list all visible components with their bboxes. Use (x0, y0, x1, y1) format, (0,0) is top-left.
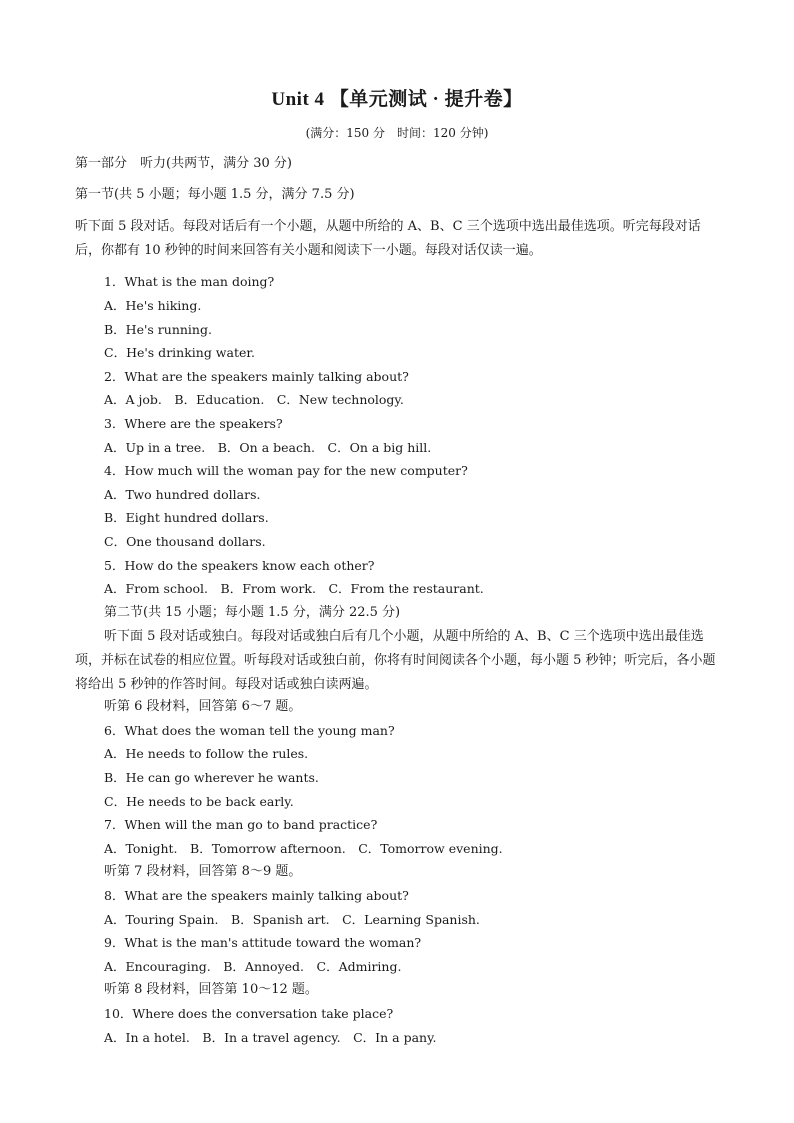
option-line: B．He's running. (104, 322, 212, 337)
material-heading: 听第 8 段材料，回答第 10～12 题。 (104, 982, 318, 997)
option-line: B．Eight hundred dollars. (104, 510, 269, 525)
part1-heading: 第一部分 听力(共两节，满分 30 分) (75, 156, 292, 171)
option-line: A．Up in a tree. B．On a beach. C．On a big hill. (104, 440, 432, 455)
question-line: 6．What does the woman tell the young man? (104, 723, 395, 738)
option-line: A．In a hotel. B．In a travel agency. C．In a pany. (104, 1030, 437, 1045)
option-line: A．Touring Spain. B．Spanish art. C．Learning Spanish. (104, 912, 480, 927)
material-heading: 听第 7 段材料，回答第 8～9 题。 (104, 864, 302, 879)
question-line: 3．Where are the speakers? (104, 416, 283, 431)
question-line: 4．How much will the woman pay for the new computer? (104, 463, 468, 478)
option-line: A．A job. B．Education. C．New technology. (104, 392, 404, 407)
score-time-note: (满分：150 分 时间：120 分钟) (305, 126, 489, 140)
option-line: C．He's drinking water. (104, 345, 255, 360)
material-heading: 听第 6 段材料，回答第 6～7 题。 (104, 699, 302, 714)
question-line: 2．What are the speakers mainly talking about? (104, 369, 409, 384)
question-line: 1．What is the man doing? (104, 274, 275, 289)
option-line: B．He can go wherever he wants. (104, 770, 319, 785)
question-line: 10．Where does the conversation take place? (104, 1006, 394, 1021)
question-line: 7．When will the man go to band practice? (104, 817, 378, 832)
question-line: 5．How do the speakers know each other? (104, 558, 375, 573)
option-line: A．He's hiking. (104, 298, 202, 313)
section1-heading: 第一节(共 5 小题；每小题 1.5 分，满分 7.5 分) (75, 187, 355, 202)
section2-instructions: 听下面 5 段对话或独白。每段对话或独白后有几个小题，从题中所给的 A、B、C 三个选项中选出最佳选项，并标在试卷的相应位置。听每段对话或独白前，你将有时间阅读各个小题，每小题 5 秒钟；听完后，各小题将给出 5 秒钟的作答时间。每段对话或独白读两遍。 (75, 629, 716, 692)
option-line: C．He needs to be back early. (104, 794, 294, 809)
page-title: Unit 4 【单元测试 · 提升卷】 (271, 89, 523, 110)
option-line: A．From school. B．From work. C．From the restaurant. (104, 581, 484, 596)
option-line: A．Two hundred dollars. (104, 487, 261, 502)
option-line: A．Tonight. B．Tomorrow afternoon. C．Tomorrow evening. (104, 841, 503, 856)
section1-instructions: 听下面 5 段对话。每段对话后有一个小题，从题中所给的 A、B、C 三个选项中选出最佳选项。听完每段对话后，你都有 10 秒钟的时间来回答有关小题和阅读下一小题。每段对话仅读一遍。 (75, 219, 701, 258)
option-line: A．Encouraging. B．Annoyed. C．Admiring. (104, 959, 402, 974)
question-line: 9．What is the man's attitude toward the woman? (104, 935, 422, 950)
option-line: C．One thousand dollars. (104, 534, 266, 549)
option-line: A．He needs to follow the rules. (104, 746, 309, 761)
question-line: 8．What are the speakers mainly talking about? (104, 888, 409, 903)
section2-heading: 第二节(共 15 小题；每小题 1.5 分，满分 22.5 分) (104, 605, 401, 620)
